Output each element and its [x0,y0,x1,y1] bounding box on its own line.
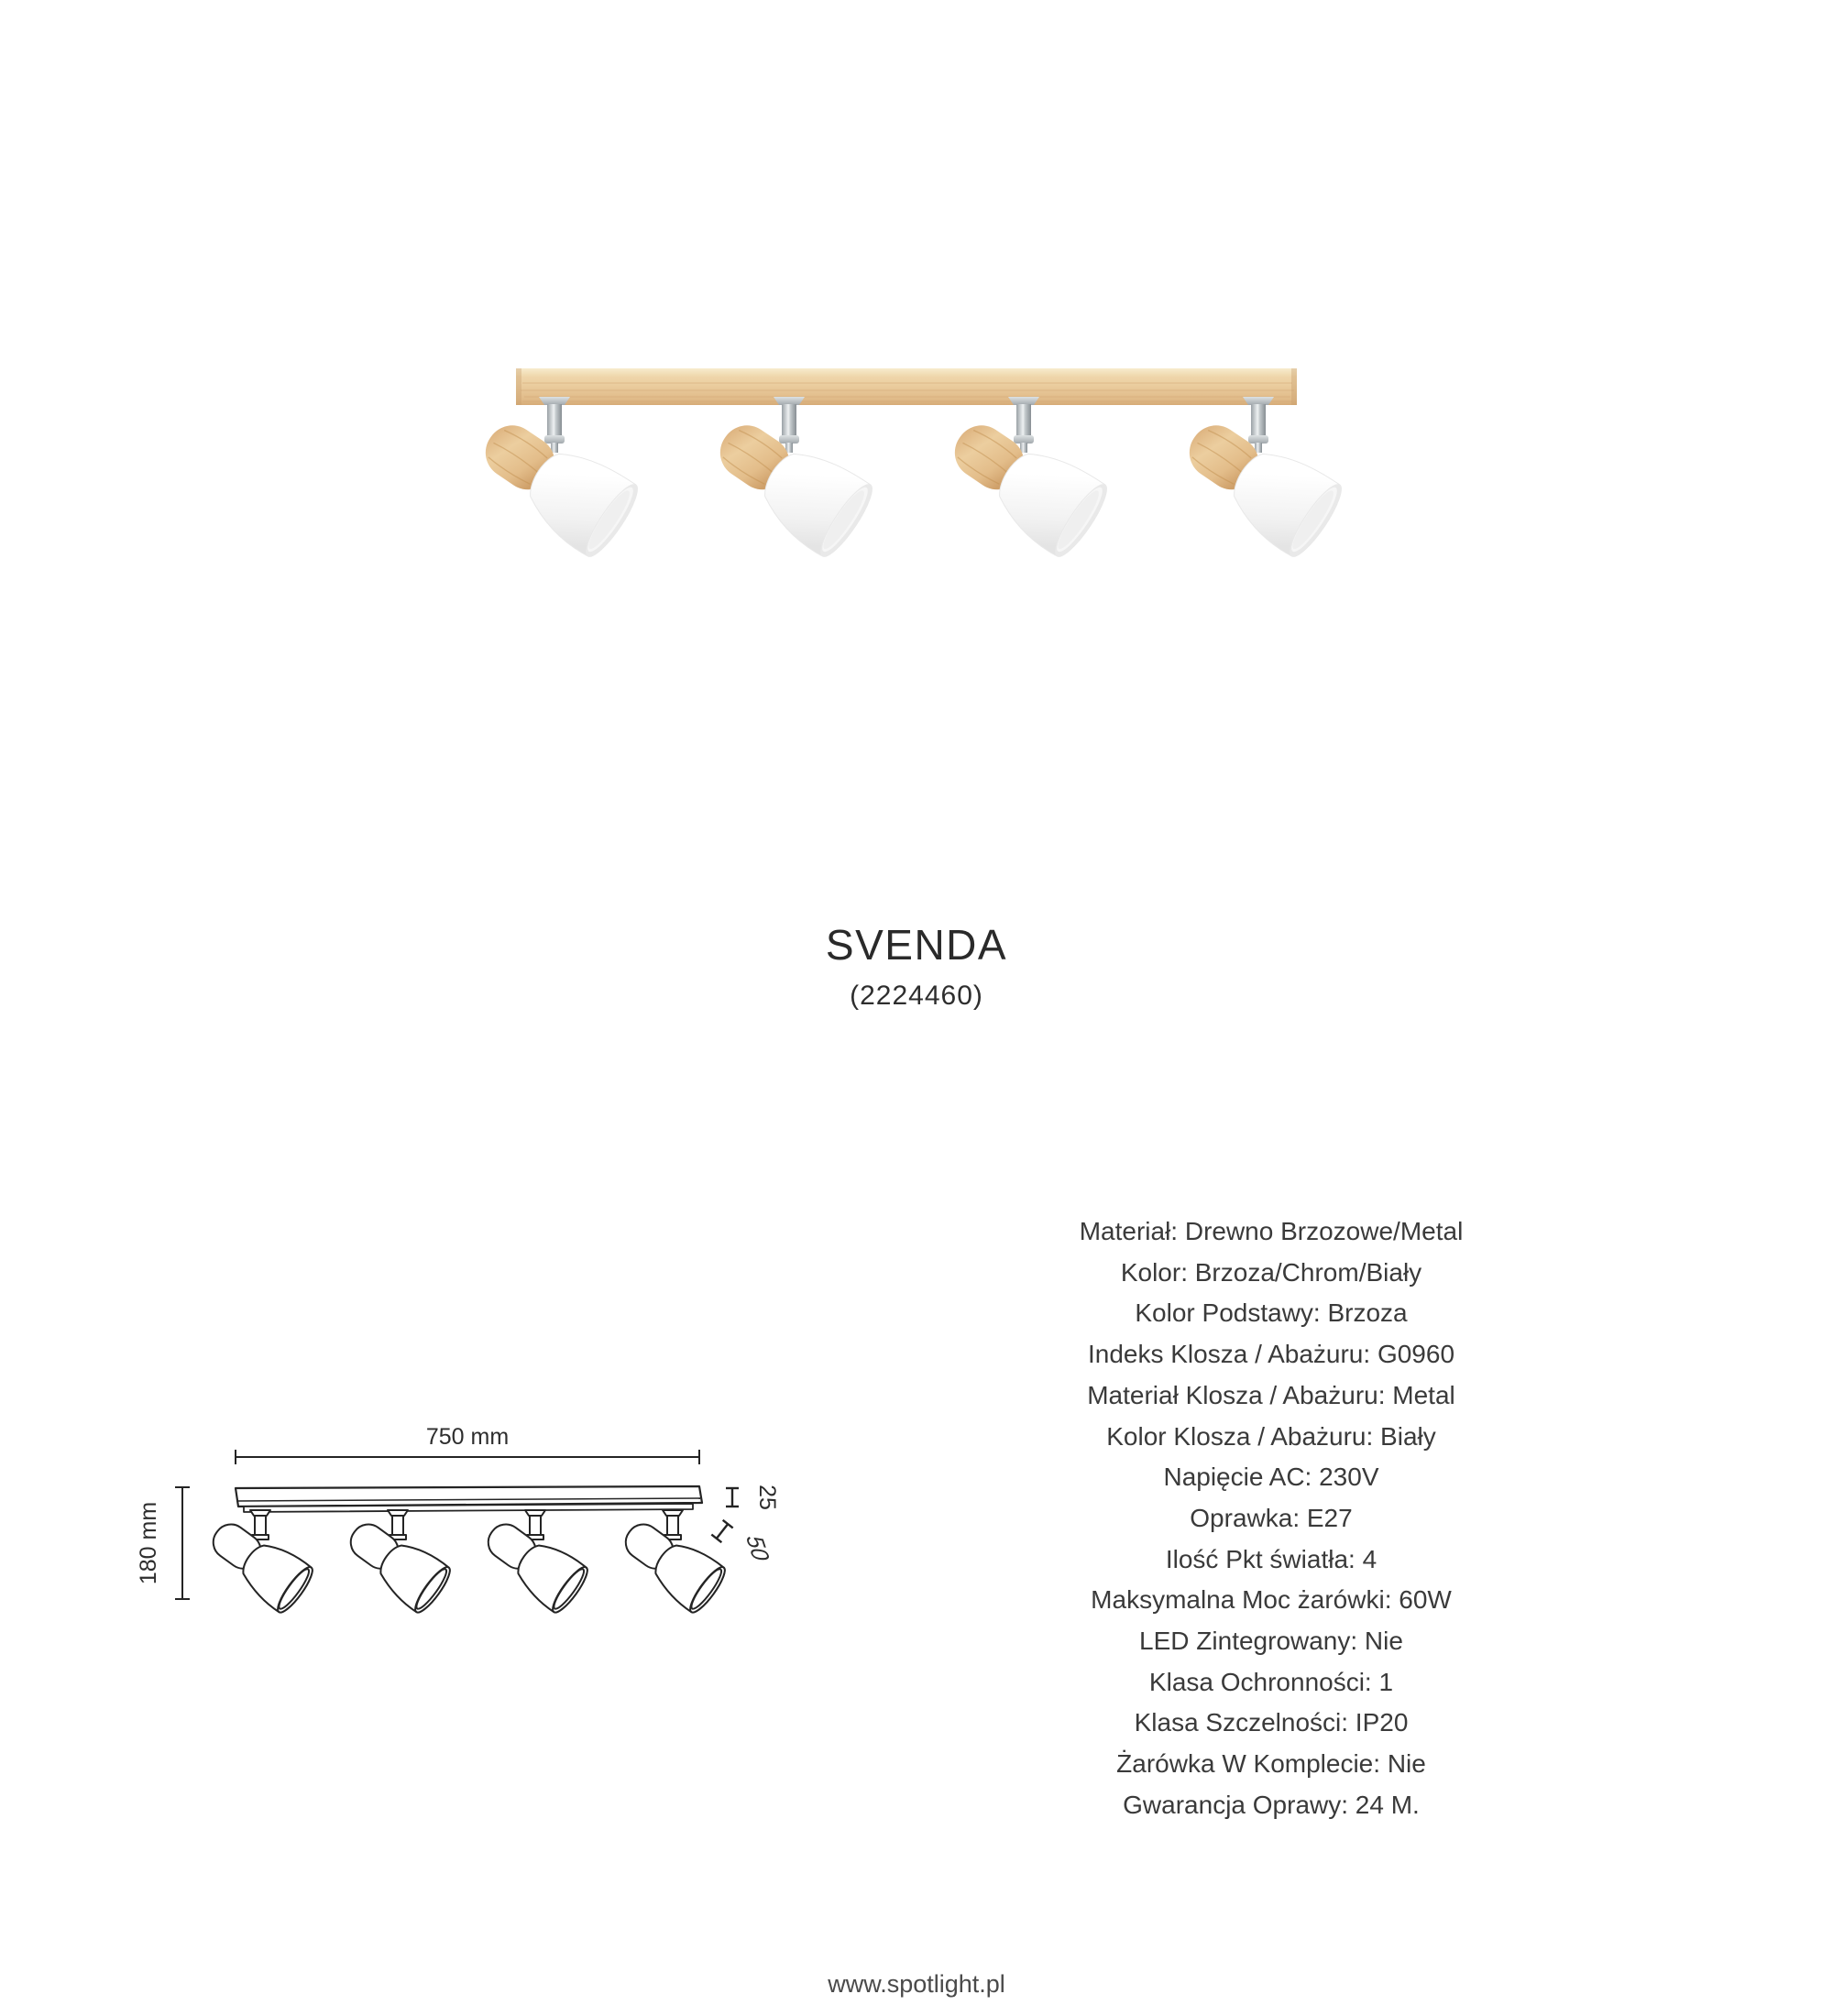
drawing-bar [236,1486,702,1512]
spec-line-base-color: Kolor Podstawy: Brzoza [1135,1298,1408,1328]
spec-line-protection-class: Klasa Ochronności: 1 [1148,1667,1394,1696]
product-title: SVENDA [825,921,1008,969]
spec-line-max-power: Maksymalna Moc żarówki: 60W [1091,1585,1452,1615]
thickness-marker [726,1488,739,1507]
product-code: (2224460) [850,981,983,1011]
spec-line-led-integrated: LED Zintegrowany: Nie [1139,1627,1403,1656]
product-header [0,921,1833,1012]
spec-line-shade-index: Indeks Klosza / Abażuru: G0960 [1087,1340,1455,1369]
spec-line-warranty: Gwarancja Oprawy: 24 M. [1123,1790,1420,1819]
spec-line-ip-class: Klasa Szczelności: IP20 [1134,1708,1409,1737]
drawing-spotlight-4 [612,1510,730,1616]
technical-drawing [128,1411,788,1622]
drawing-spotlights [200,1510,730,1616]
spec-line-bulb-included: Żarówka W Komplecie: Nie [1116,1749,1426,1779]
spec-line-light-points: Ilość Pkt światła: 4 [1165,1544,1377,1573]
spec-line-voltage: Napięcie AC: 230V [1163,1463,1379,1492]
spec-line-shade-color: Kolor Klosza / Abażuru: Biały [1106,1421,1436,1451]
height-dimension-label: 180 mm [136,1501,161,1585]
width-dimension-line [236,1450,699,1464]
photo-spotlight-1 [466,397,645,563]
website-link[interactable]: www.spotlight.pl [828,1970,1005,1998]
photo-spotlight-2 [700,397,880,563]
photo-spotlight-4 [1169,397,1349,563]
spec-line-socket: Oprawka: E27 [1190,1503,1353,1532]
spec-line-shade-material: Materiał Klosza / Abażuru: Metal [1087,1380,1455,1409]
stem-length-marker [711,1520,732,1542]
spec-list [813,1211,1729,1826]
photo-wooden-bar [516,368,1297,405]
drawing-spotlight-3 [475,1510,592,1616]
height-dimension-line [175,1487,190,1599]
thickness-label: 25 [754,1485,780,1510]
photo-spotlight-3 [935,397,1114,563]
stem-length-label: 50 [740,1535,774,1561]
spec-line-color: Kolor: Brzoza/Chrom/Biały [1120,1257,1422,1287]
product-photo [458,348,1375,586]
site-footer [0,1970,1833,1999]
drawing-spotlight-2 [337,1510,455,1616]
spec-line-material: Materiał: Drewno Brzozowe/Metal [1079,1217,1464,1245]
width-dimension-label: 750 mm [425,1424,510,1450]
drawing-spotlight-1 [200,1510,317,1616]
